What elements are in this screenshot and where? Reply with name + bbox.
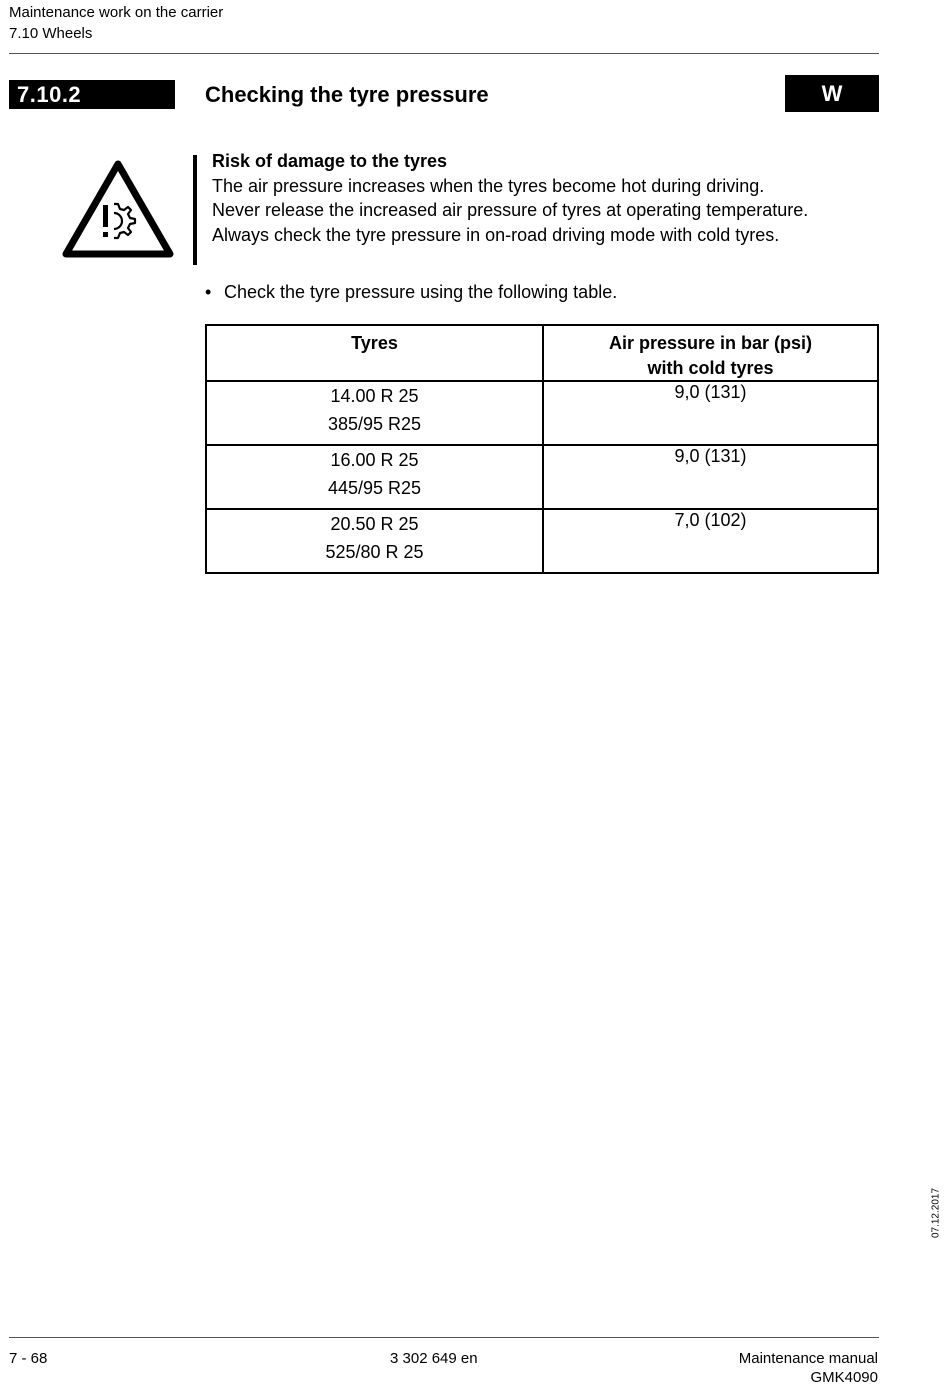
pressure-cell: 9,0 (131) xyxy=(543,445,878,509)
tyre-pressure-table xyxy=(205,324,879,574)
doc-number: 3 302 649 en xyxy=(390,1350,478,1367)
table-row xyxy=(206,445,878,509)
tyre-size: 14.00 R 25 xyxy=(330,386,419,406)
instruction xyxy=(205,280,617,304)
section-badge: W xyxy=(785,75,879,112)
table-header-row xyxy=(206,325,878,381)
header-pressure-line1: Air pressure in bar (psi) xyxy=(608,333,813,353)
header-section: 7.10 Wheels xyxy=(9,25,93,42)
warning-line: Never release the increased air pressure of tyres at operating temperature. xyxy=(212,200,809,220)
header-chapter: Maintenance work on the carrier xyxy=(9,4,224,21)
header-pressure-line2: with cold tyres xyxy=(647,357,774,378)
side-date: 07.12.2017 xyxy=(930,1187,942,1239)
tyre-size: 20.50 R 25 xyxy=(330,514,419,534)
section-title: Checking the tyre pressure xyxy=(205,82,489,107)
pressure-cell: 9,0 (131) xyxy=(543,381,878,445)
header-tyres: Tyres xyxy=(206,325,543,381)
tyre-cell xyxy=(206,445,543,509)
instruction-text: Check the tyre pressure using the following table. xyxy=(224,282,618,302)
tyre-size: 16.00 R 25 xyxy=(330,450,419,470)
bullet-point: • xyxy=(205,282,212,302)
tyre-cell xyxy=(206,381,543,445)
warning-line: Always check the tyre pressure in on-road driving mode with cold tyres. xyxy=(212,224,780,245)
tyre-size: 525/80 R 25 xyxy=(325,542,424,562)
warning-title: Risk of damage to the tyres xyxy=(212,151,448,171)
warning-block xyxy=(212,149,808,247)
warning-bar xyxy=(193,155,197,265)
footer-divider xyxy=(9,1337,879,1338)
tyre-size: 445/95 R25 xyxy=(327,478,422,498)
tyre-size: 385/95 R25 xyxy=(327,414,422,434)
manual-title: Maintenance manual xyxy=(738,1350,878,1367)
page-number: 7 - 68 xyxy=(9,1350,48,1367)
header-divider xyxy=(9,53,879,54)
triangle-warning-gear-icon xyxy=(60,158,176,260)
tyre-cell xyxy=(206,509,543,573)
section-number: 7.10.2 xyxy=(9,80,175,109)
pressure-cell: 7,0 (102) xyxy=(543,509,878,573)
table-row xyxy=(206,381,878,445)
table-row xyxy=(206,509,878,573)
running-header xyxy=(9,2,223,44)
warning-line: The air pressure increases when the tyres become hot during driving. xyxy=(212,175,765,196)
model-name: GMK4090 xyxy=(810,1369,878,1386)
header-pressure xyxy=(543,325,878,381)
